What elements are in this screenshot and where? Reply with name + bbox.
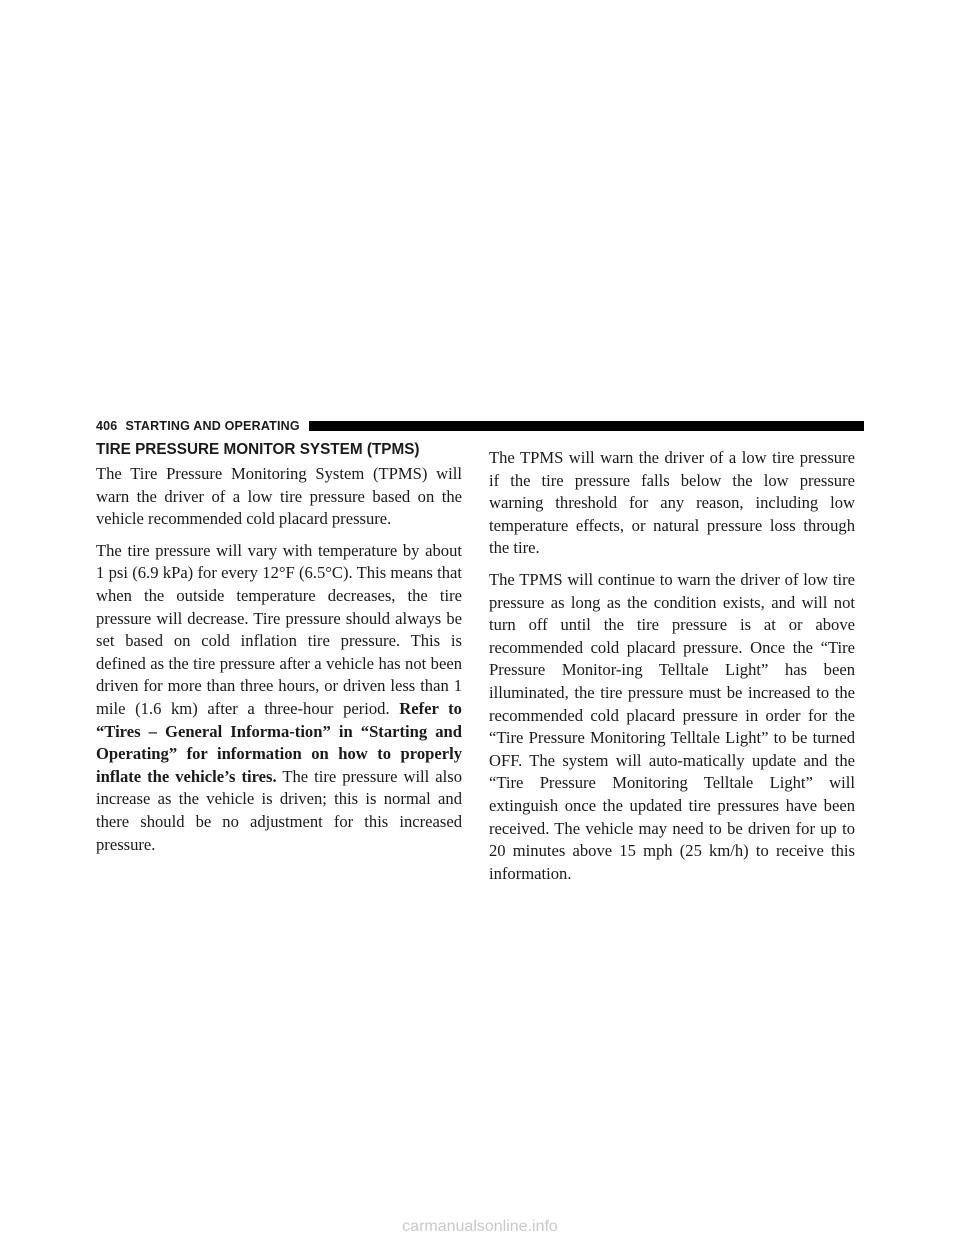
paragraph-temperature-tail: The tire pressure will also increase as the vehicle is driven; this is normal and there should be no adjustment for this increased pressure. xyxy=(96,766,462,854)
paragraph-temperature xyxy=(96,540,462,856)
paragraph-temperature-text: The tire pressure will vary with temperature by about 1 psi (6.9 kPa) for every 12°F (6.5°C). This means that when the outside temperature decreases, the tire pressure will decrease. Tire pressure should always be set based on cold inflation tire pressure. This is defined as the tire pressure after a vehicle has not been driven for more than three hours, or driven less than 1 mile (1.6 km) after a three-hour period. xyxy=(96,540,462,718)
section-heading: TIRE PRESSURE MONITOR SYSTEM (TPMS) xyxy=(96,441,420,458)
header-rule xyxy=(309,421,864,431)
section-title: STARTING AND OPERATING xyxy=(125,419,300,433)
left-column xyxy=(96,440,462,865)
tires-reference-note: Refer to “Tires – General Informa-tion” in “Starting and Operating” for information on how to properly inflate the vehicle’s tires. xyxy=(96,698,462,786)
page-header xyxy=(96,419,864,433)
paragraph-telltale: The TPMS will continue to warn the driver of low tire pressure as long as the condition exists, and will not turn off until the tire pressure is at or above recommended cold placard pressure. Once the “Tire Pressure Monitor-ing Telltale Light” has been illuminated, the tire pressure must be increased to the recommended cold placard pressure in order for the “Tire Pressure Monitoring Telltale Light” to be turned OFF. The system will auto-matically update and the “Tire Pressure Monitoring Telltale Light” will extinguish once the updated tire pressures have been received. The vehicle may need to be driven for up to 20 minutes above 15 mph (25 km/h) to receive this information. xyxy=(489,569,855,883)
paragraph-intro: The Tire Pressure Monitoring System (TPMS) will warn the driver of a low tire pressure based on the vehicle recommended cold placard pressure. xyxy=(96,464,462,529)
paragraph-warning: The TPMS will warn the driver of a low tire pressure if the tire pressure falls below the low pressure warning threshold for any reason, including low temperature effects, or natural pressure loss through the tire. xyxy=(489,448,855,558)
right-column xyxy=(489,447,855,894)
page-number: 406 xyxy=(96,419,118,433)
watermark: carmanualsonline.info xyxy=(402,1218,558,1235)
